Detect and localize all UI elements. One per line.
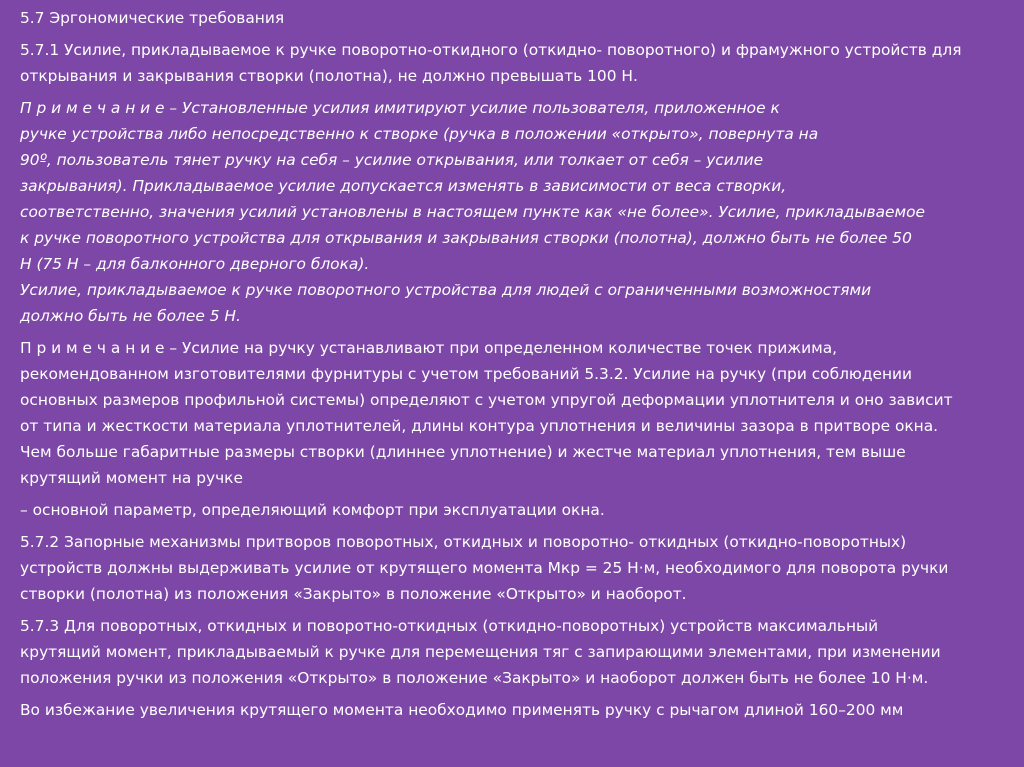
paragraph-5-7-3: [20, 613, 1004, 691]
text-line: крутящий момент, прикладываемый к ручке для перемещения тяг с запирающими элементами, при изменении: [20, 643, 941, 661]
text-line: П р и м е ч а н и е – Усилие на ручку устанавливают при определенном количестве точек прижима,: [20, 339, 838, 357]
text-line: Во избежание увеличения крутящего момента необходимо применять ручку с рычагом длиной 160–200 мм: [20, 701, 904, 719]
note-paragraph-1: [20, 95, 1004, 329]
text-line: 5.7.2 Запорные механизмы притворов поворотных, откидных и поворотно- откидных (откидно-поворотных): [20, 533, 907, 551]
text-line: рекомендованном изготовителями фурнитуры с учетом требований 5.3.2. Усилие на ручку (при соблюдении: [20, 365, 913, 383]
note-paragraph-2: [20, 335, 1004, 491]
text-line: Чем больше габаритные размеры створки (длиннее уплотнение) и жестче материал уплотнения, тем выше: [20, 443, 906, 461]
text-line: створки (полотна) из положения «Закрыто» в положение «Открыто» и наоборот.: [20, 585, 687, 603]
text-line: устройств должны выдерживать усилие от крутящего момента Мкр = 25 Н·м, необходимого для поворота ручки: [20, 559, 949, 577]
text-line: соответственно, значения усилий установлены в настоящем пункте как «не более». Усилие, прикладываемое: [20, 203, 926, 221]
document-body: [20, 5, 1004, 729]
text-line: крутящий момент на ручке: [20, 469, 243, 487]
text-line: Усилие, прикладываемое к ручке поворотного устройства для людей с ограниченными возможностями: [20, 281, 872, 299]
text-line: положения ручки из положения «Открыто» в положение «Закрыто» и наоборот должен быть не более 10 Н·м.: [20, 669, 929, 687]
text-line: от типа и жесткости материала уплотнителей, длины контура уплотнения и величины зазора в притворе окна.: [20, 417, 939, 435]
text-line: ручке устройства либо непосредственно к створке (ручка в положении «открыто», повернута на: [20, 125, 819, 143]
text-line: 90º, пользователь тянет ручку на себя – усилие открывания, или толкает от себя – усилие: [20, 151, 764, 169]
paragraph-final: [20, 697, 1004, 723]
paragraph-5-7-2: [20, 529, 1004, 607]
text-line: 5.7.3 Для поворотных, откидных и поворотно-откидных (откидно-поворотных) устройств максимальный: [20, 617, 879, 635]
text-line: должно быть не более 5 Н.: [20, 307, 241, 325]
text-line: закрывания). Прикладываемое усилие допускается изменять в зависимости от веса створки,: [20, 177, 787, 195]
paragraph-5-7-1: [20, 37, 1004, 89]
text-line: – основной параметр, определяющий комфорт при эксплуатации окна.: [20, 501, 605, 519]
text-line: 5.7.1 Усилие, прикладываемое к ручке поворотно-откидного (откидно- поворотного) и фрамужного устройств для: [20, 41, 962, 59]
text-line: Н (75 Н – для балконного дверного блока).: [20, 255, 370, 273]
text-line: П р и м е ч а н и е – Установленные усилия имитируют усилие пользователя, приложенное к: [20, 99, 780, 117]
text-line: к ручке поворотного устройства для открывания и закрывания створки (полотна), должно быть не более 50: [20, 229, 912, 247]
text-line: основных размеров профильной системы) определяют с учетом упругой деформации уплотнителя и оно зависит: [20, 391, 953, 409]
text-line: открывания и закрывания створки (полотна), не должно превышать 100 Н.: [20, 67, 638, 85]
section-heading: 5.7 Эргономические требования: [20, 9, 285, 27]
dash-paragraph: [20, 497, 1004, 523]
